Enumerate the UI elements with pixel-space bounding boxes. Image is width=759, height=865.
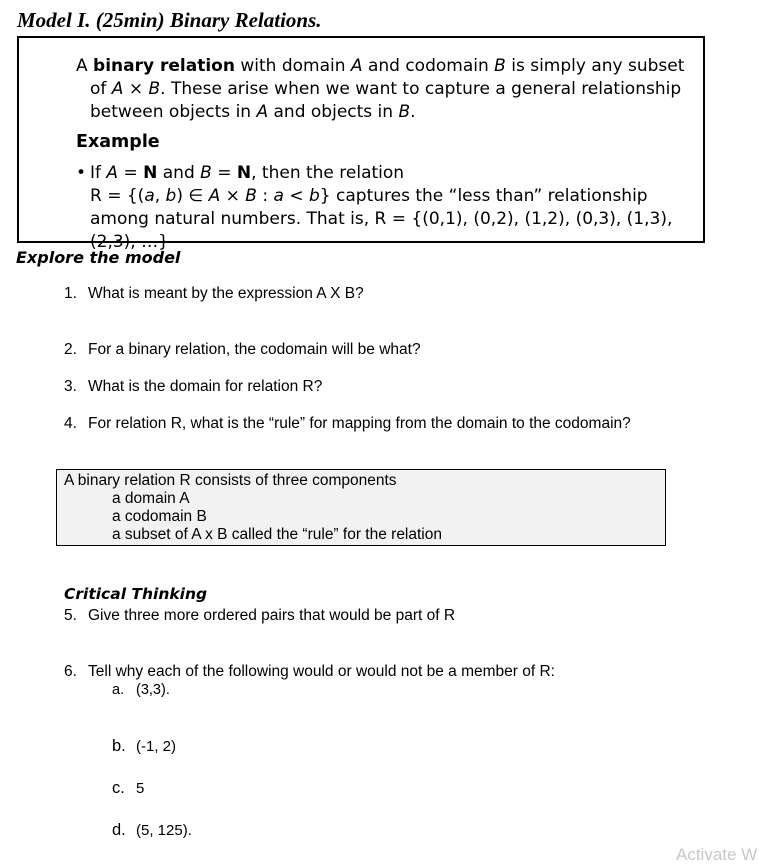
question-1: 1. What is meant by the expression A X B? <box>64 285 364 302</box>
activation-watermark: Activate W <box>676 845 758 864</box>
example-bullet <box>76 162 705 254</box>
sub-item-d: d. (5, 125). <box>112 821 192 839</box>
example-relation-text: R = {(a, b) ∈ A × B : a < b} captures the “less than” relationship among natural numbers. That is, R = {(0,1), (0,2), (1,2), (0,3), (1,3), (2,3), …} <box>90 186 673 252</box>
question-4: 4. For relation R, what is the “rule” for mapping from the domain to the codomain? <box>64 415 631 432</box>
definition-paragraph: A binary relation with domain A and codomain B is simply any subset of A × B. These arise when we want to capture a general relationship between objects in A and objects in B. <box>76 56 685 122</box>
summary-box <box>56 469 666 546</box>
example-heading: Example <box>76 132 160 152</box>
summary-line-4: a subset of A x B called the “rule” for the relation <box>112 526 442 543</box>
definition-box <box>17 36 705 252</box>
question-6: 6. Tell why each of the following would or would not be a member of R: <box>64 663 555 680</box>
question-5: 5. Give three more ordered pairs that would be part of R <box>64 607 456 624</box>
sub-item-c: c. 5 <box>112 779 145 797</box>
bullet-icon: • <box>76 163 87 183</box>
summary-line-3: a codomain B <box>112 508 207 525</box>
explore-heading: Explore the model <box>16 248 181 267</box>
page-title: Model I. (25min) Binary Relations. <box>17 8 322 32</box>
summary-line-1: A binary relation R consists of three components <box>64 472 397 489</box>
sub-item-a: a. (3,3). <box>112 682 170 698</box>
example-line-1: If A = N and B = N, then the relation <box>90 163 405 183</box>
critical-thinking-heading: Critical Thinking <box>64 585 208 603</box>
summary-line-2: a domain A <box>112 490 190 507</box>
question-3: 3. What is the domain for relation R? <box>64 378 323 395</box>
sub-item-b: b. (-1, 2) <box>112 737 177 755</box>
question-2: 2. For a binary relation, the codomain will be what? <box>64 341 421 358</box>
